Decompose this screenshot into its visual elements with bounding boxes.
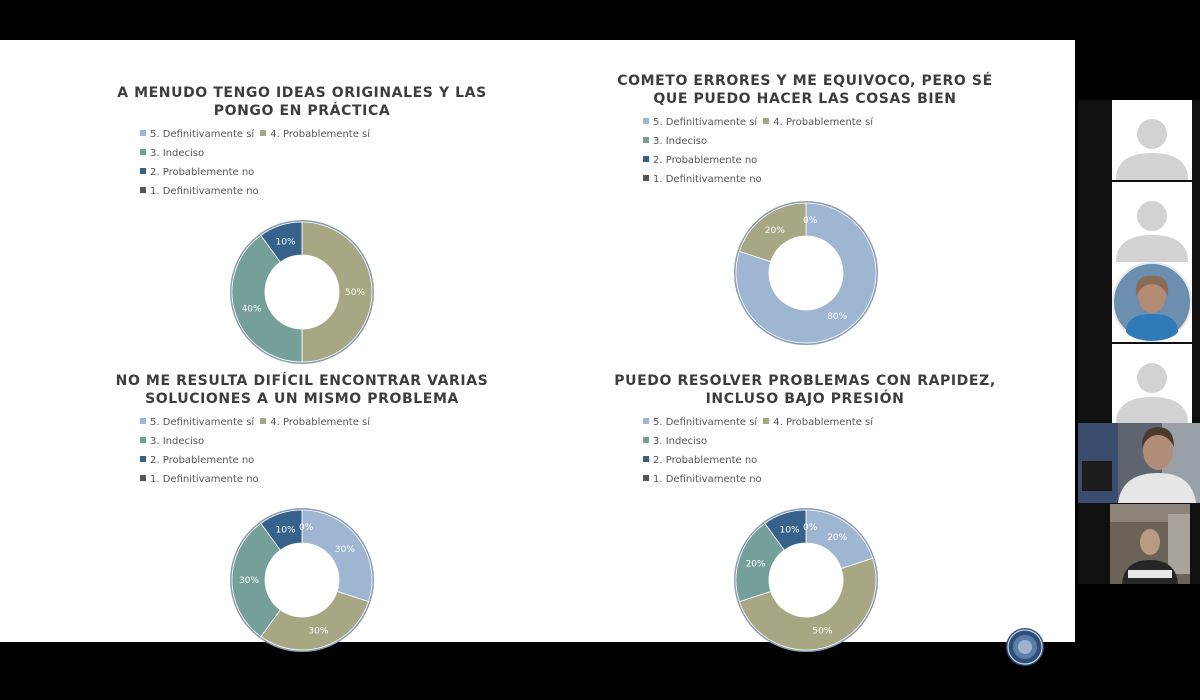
participant-tile[interactable] [1112, 344, 1192, 424]
chart-legend [140, 125, 380, 201]
donut-data-label: 0% [299, 523, 314, 534]
donut-data-label: 40% [241, 304, 262, 315]
legend-item [140, 125, 254, 144]
participant-tile[interactable] [1078, 423, 1200, 503]
donut-data-label: 20% [764, 226, 785, 237]
chart-title [52, 84, 552, 120]
legend-item [643, 432, 707, 451]
legend-label: 1. Definitivamente no [653, 174, 762, 185]
legend-item [643, 451, 757, 470]
legend-item [643, 132, 707, 151]
user-placeholder-icon [1112, 182, 1192, 262]
donut-data-label: 10% [275, 525, 296, 536]
donut-data-label: 50% [344, 288, 366, 298]
donut-data-label: 30% [308, 626, 329, 637]
chart-title-line: A MENUDO TENGO IDEAS ORIGINALES Y LAS [117, 85, 487, 101]
chart-legend [643, 413, 883, 489]
legend-label: 1. Definitivamente no [653, 474, 762, 485]
donut-data-label: 10% [275, 237, 296, 248]
legend-item [140, 470, 259, 489]
legend-label: 2. Probablemente no [653, 155, 758, 166]
legend-label: 2. Probablemente no [150, 167, 255, 178]
legend-item [643, 413, 757, 432]
chart-title-line: INCLUSO BAJO PRESIÓN [705, 391, 905, 407]
participant-video-photo [1078, 423, 1200, 503]
chart-title-line: COMETO ERRORES Y ME EQUIVOCO, PERO SÉ [617, 73, 993, 89]
legend-item [140, 413, 254, 432]
legend-label: 3. Indeciso [150, 436, 205, 447]
participant-video-photo [1112, 262, 1192, 342]
legend-item [643, 470, 762, 489]
chart-title-line: PONGO EN PRÁCTICA [213, 103, 391, 119]
legend-item [140, 432, 204, 451]
legend-label: 4. Probablemente sí [270, 417, 371, 428]
donut-data-label: 50% [812, 626, 833, 637]
donut-data-label: 30% [238, 576, 260, 586]
legend-label: 4. Probablemente sí [773, 417, 874, 428]
donut-data-label: 20% [745, 559, 766, 570]
legend-label: 5. Definitivamente sí [150, 129, 255, 140]
legend-item [260, 413, 370, 432]
legend-label: 4. Probablemente sí [270, 129, 371, 140]
chart-title [555, 372, 1055, 408]
legend-item [140, 182, 259, 201]
chart-block-3 [52, 368, 552, 668]
user-placeholder-icon [1112, 344, 1192, 424]
chart-title [555, 72, 1055, 108]
legend-label: 3. Indeciso [653, 436, 708, 447]
legend-label: 1. Definitivamente no [150, 186, 259, 197]
participant-tile[interactable] [1110, 504, 1190, 584]
legend-label: 5. Definitivamente sí [653, 117, 758, 128]
chart-title-line: QUE PUEDO HACER LAS COSAS BIEN [653, 91, 957, 107]
donut-slice [261, 591, 369, 650]
legend-item [140, 451, 254, 470]
donut-chart [222, 500, 382, 660]
legend-label: 3. Indeciso [150, 148, 205, 159]
chart-block-1 [52, 80, 552, 380]
legend-label: 5. Definitivamente sí [653, 417, 758, 428]
chart-block-2 [555, 68, 1055, 368]
participant-tile[interactable] [1112, 100, 1192, 180]
legend-item [260, 125, 370, 144]
chart-title-line: PUEDO RESOLVER PROBLEMAS CON RAPIDEZ, [614, 373, 996, 389]
user-placeholder-icon [1112, 100, 1192, 180]
participant-tile[interactable] [1112, 182, 1192, 262]
chart-legend [643, 113, 883, 189]
donut-data-label: 0% [803, 523, 818, 534]
participants-panel [1078, 100, 1200, 584]
legend-item [140, 163, 254, 182]
institution-logo [1005, 627, 1045, 667]
donut-chart [726, 500, 886, 660]
legend-label: 2. Probablemente no [653, 455, 758, 466]
legend-label: 4. Probablemente sí [773, 117, 874, 128]
legend-item [763, 413, 873, 432]
chart-title [52, 372, 552, 408]
legend-item [763, 113, 873, 132]
donut-data-label: 0% [803, 216, 818, 227]
legend-item [140, 144, 204, 163]
legend-item [643, 113, 757, 132]
legend-label: 5. Definitivamente sí [150, 417, 255, 428]
chart-title-line: SOLUCIONES A UN MISMO PROBLEMA [145, 391, 459, 407]
legend-item [643, 151, 757, 170]
donut-chart [222, 212, 382, 372]
chart-title-line: NO ME RESULTA DIFÍCIL ENCONTRAR VARIAS [115, 373, 489, 389]
donut-data-label: 30% [334, 544, 355, 555]
legend-label: 2. Probablemente no [150, 455, 255, 466]
legend-label: 3. Indeciso [653, 136, 708, 147]
donut-data-label: 20% [827, 533, 848, 544]
donut-chart [726, 193, 886, 353]
donut-data-label: 80% [827, 311, 848, 322]
chart-legend [140, 413, 380, 489]
legend-label: 1. Definitivamente no [150, 474, 259, 485]
donut-data-label: 10% [779, 525, 800, 536]
presentation-slide [0, 40, 1075, 642]
chart-block-4 [555, 368, 1055, 668]
legend-item [643, 170, 762, 189]
participant-tile[interactable] [1112, 262, 1192, 342]
participant-video-photo [1110, 504, 1190, 584]
